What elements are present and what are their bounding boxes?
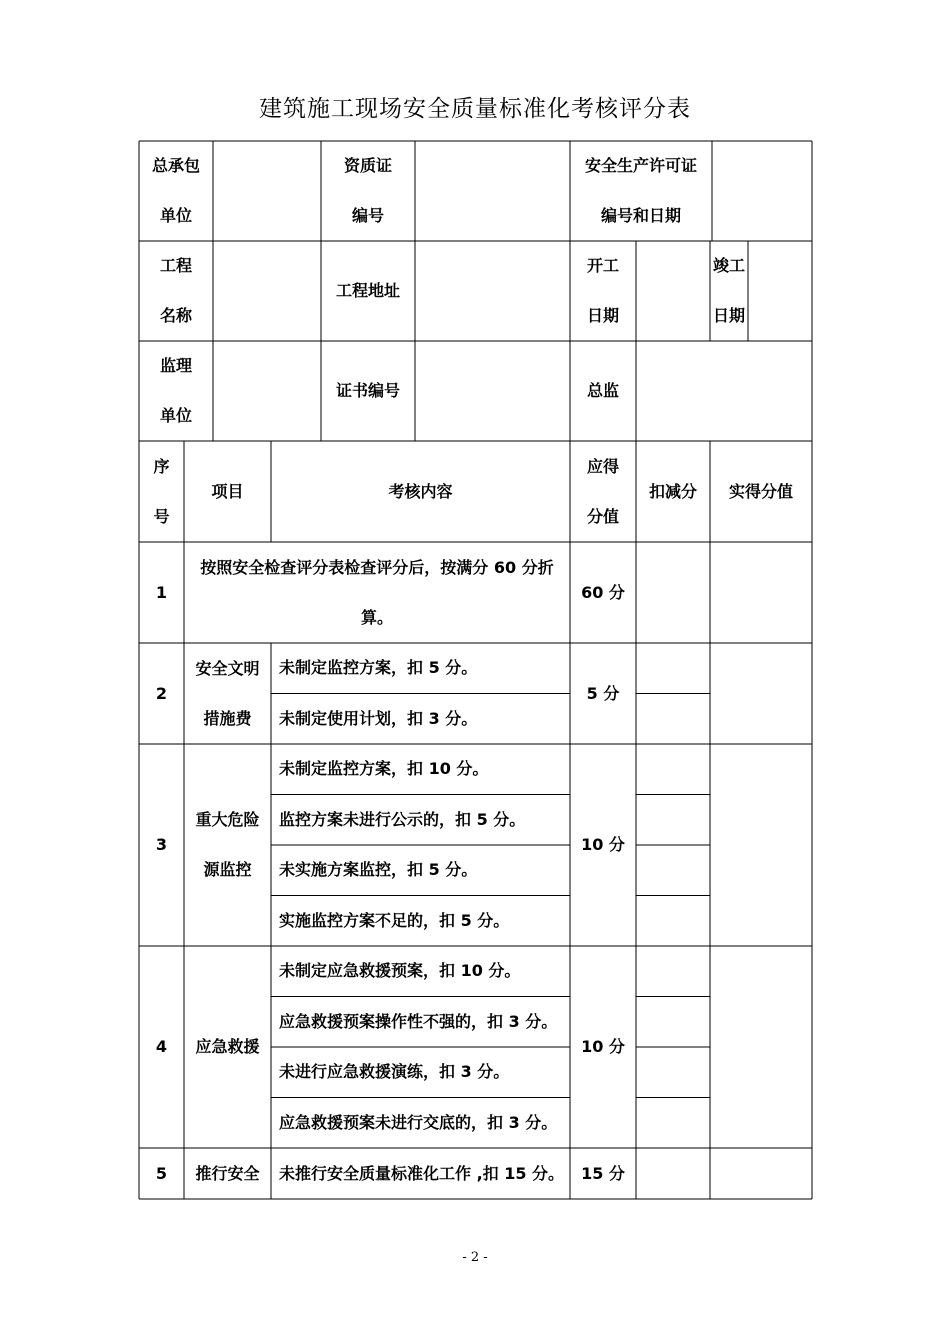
start-date-label: 开工 日期 xyxy=(586,256,619,325)
row-item: 推行安全 xyxy=(195,1163,260,1183)
col-item-header: 项目 xyxy=(211,481,244,501)
row-item: 重大危险 源监控 xyxy=(195,810,260,879)
row-seq: 2 xyxy=(155,683,168,703)
row-item: 安全文明 措施费 xyxy=(195,658,260,728)
row-criterion: 未制定监控方案，扣 5 分。 xyxy=(279,658,478,678)
col-actual-header: 实得分值 xyxy=(728,481,793,501)
row-criterion: 未进行应急救援演练，扣 3 分。 xyxy=(279,1062,510,1082)
project-address-label: 工程地址 xyxy=(335,281,400,300)
row-score: 5 分 xyxy=(586,683,620,703)
row-score: 15 分 xyxy=(581,1163,625,1183)
row-seq: 1 xyxy=(155,582,168,602)
row-score: 10 分 xyxy=(581,1037,625,1056)
row-score: 60 分 xyxy=(581,582,625,602)
page-number: - 2 - xyxy=(462,1250,488,1265)
certificate-label: 证书编号 xyxy=(335,381,400,400)
row-seq: 5 xyxy=(155,1163,168,1183)
row-criterion: 应急救援预案操作性不强的，扣 3 分。 xyxy=(279,1011,558,1031)
row-score: 10 分 xyxy=(581,835,625,854)
row-criterion: 应急救援预案未进行交底的，扣 3 分。 xyxy=(279,1112,558,1132)
row-criterion: 未制定应急救援预案，扣 10 分。 xyxy=(279,961,521,981)
row-criterion: 监控方案未进行公示的，扣 5 分。 xyxy=(279,809,526,829)
col-seq-header: 序 号 xyxy=(153,456,170,526)
supervision-label: 监理 单位 xyxy=(159,356,192,425)
row-seq: 3 xyxy=(155,835,168,854)
row-content: 按照安全检查评分表检查评分后，按满分 60 分折 算。 xyxy=(200,557,554,627)
chief-supervisor-label: 总监 xyxy=(586,381,619,400)
col-score-header: 应得 分值 xyxy=(586,456,619,526)
row-item: 应急救援 xyxy=(195,1037,260,1056)
row-criterion: 未推行安全质量标准化工作 ,扣 15 分。 xyxy=(279,1163,565,1183)
row-criterion: 未制定监控方案，扣 10 分。 xyxy=(279,759,489,779)
project-name-label: 工程 名称 xyxy=(159,256,192,325)
qualification-label: 资质证 编号 xyxy=(343,156,392,225)
safety-license-label: 安全生产许可证 编号和日期 xyxy=(584,156,697,225)
page-title: 建筑施工现场安全质量标准化考核评分表 xyxy=(259,96,691,122)
row-seq: 4 xyxy=(155,1037,168,1056)
contractor-label: 总承包 单位 xyxy=(151,156,200,225)
col-content-header: 考核内容 xyxy=(388,481,453,501)
row-criterion: 未实施方案监控，扣 5 分。 xyxy=(279,860,478,880)
row-criterion: 实施监控方案不足的，扣 5 分。 xyxy=(279,910,510,930)
col-deduction-header: 扣减分 xyxy=(648,481,697,501)
completion-date-label: 竣工 日期 xyxy=(712,256,745,325)
row-criterion: 未制定使用计划，扣 3 分。 xyxy=(279,708,478,728)
